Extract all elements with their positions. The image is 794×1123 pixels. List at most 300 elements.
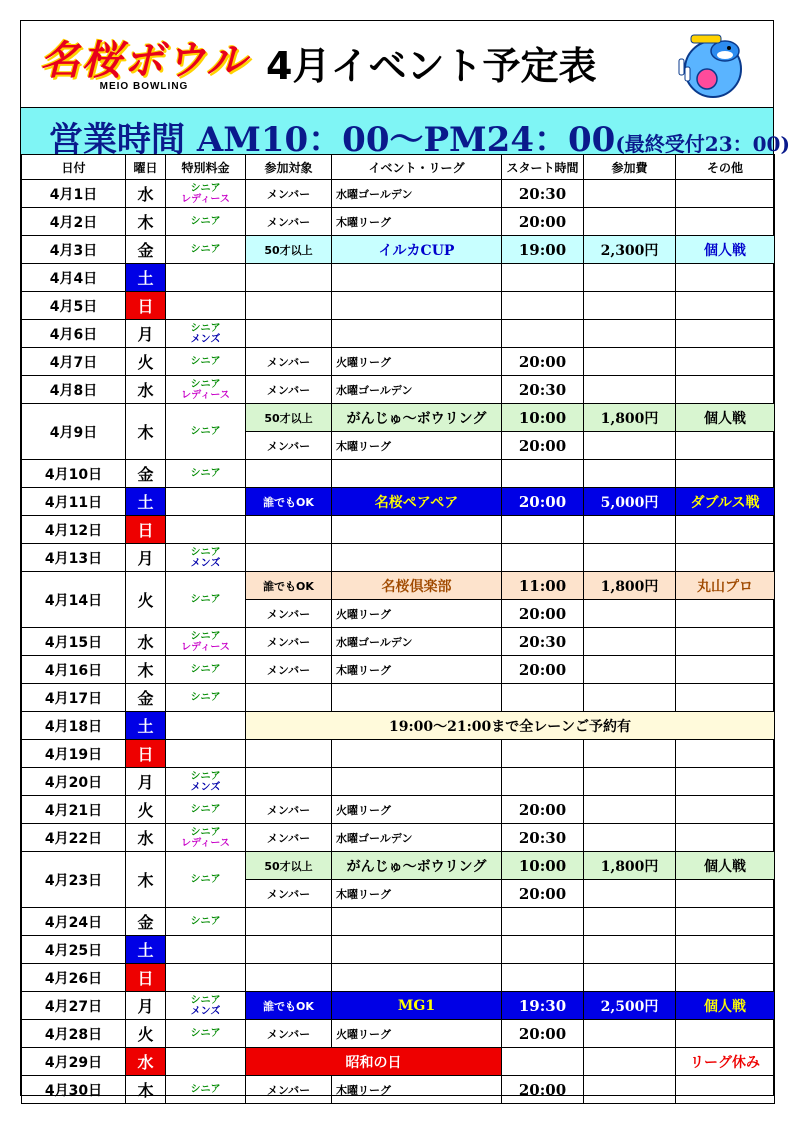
start-time-cell (502, 768, 584, 796)
other-cell (676, 964, 775, 992)
league-cell (332, 964, 502, 992)
other-cell (676, 1020, 775, 1048)
league-cell (332, 936, 502, 964)
special-fee-cell (166, 208, 246, 236)
special-fee-cell (166, 824, 246, 852)
league-cell: 水曜ゴールデン (332, 824, 502, 852)
fee-label: シニア (190, 244, 221, 255)
fee-label: シニア (190, 322, 221, 334)
target-cell (246, 964, 332, 992)
special-fee-cell (166, 236, 246, 264)
start-time-cell (502, 964, 584, 992)
header (21, 21, 773, 106)
special-fee-cell (166, 180, 246, 208)
target-cell (246, 740, 332, 768)
fee-label: シニア (190, 804, 221, 815)
other-cell (676, 796, 775, 824)
event-cell: がんじゅ～ボウリング (332, 852, 502, 880)
league-cell: 火曜リーグ (332, 600, 502, 628)
fee-label: シニア (190, 1084, 221, 1095)
other-cell (676, 180, 775, 208)
special-fee-cell (166, 656, 246, 684)
weekday-cell: 月 (126, 768, 166, 796)
other-cell (676, 684, 775, 712)
fee-label: シニア (190, 216, 221, 227)
weekday-cell: 金 (126, 684, 166, 712)
price-cell (584, 208, 676, 236)
price-cell (584, 544, 676, 572)
table-row (22, 712, 775, 740)
date-cell: 4月24日 (22, 908, 126, 936)
start-time-cell: 20:30 (502, 376, 584, 404)
date-cell: 4月1日 (22, 180, 126, 208)
weekday-cell: 日 (126, 516, 166, 544)
league-cell: 水曜ゴールデン (332, 628, 502, 656)
table-row (22, 656, 775, 684)
other-cell (676, 656, 775, 684)
date-cell: 4月10日 (22, 460, 126, 488)
column-header: スタート時間 (502, 155, 584, 180)
event-cell: MG1 (332, 992, 502, 1020)
date-cell: 4月25日 (22, 936, 126, 964)
start-time-cell (502, 740, 584, 768)
special-fee-cell (166, 908, 246, 936)
table-row (22, 992, 775, 1020)
start-time-cell: 20:00 (502, 488, 584, 516)
target-cell (246, 936, 332, 964)
price-cell: 1,800円 (584, 852, 676, 880)
league-cell: 火曜リーグ (332, 348, 502, 376)
fee-label: シニア (190, 426, 221, 437)
league-cell: 木曜リーグ (332, 432, 502, 460)
league-cell (332, 516, 502, 544)
table-row (22, 404, 775, 432)
fee-label: レディース (181, 837, 230, 849)
event-cell: イルカCUP (332, 236, 502, 264)
weekday-cell: 日 (126, 964, 166, 992)
league-cell: 火曜リーグ (332, 796, 502, 824)
target-cell (246, 768, 332, 796)
target-cell: 誰でもOK (246, 992, 332, 1020)
special-fee-cell (166, 1048, 246, 1076)
price-cell (584, 908, 676, 936)
table-row (22, 460, 775, 488)
weekday-cell: 水 (126, 824, 166, 852)
table-row (22, 292, 775, 320)
date-cell: 4月18日 (22, 712, 126, 740)
weekday-cell: 土 (126, 488, 166, 516)
special-fee-cell (166, 460, 246, 488)
special-fee-cell (166, 320, 246, 348)
special-fee-cell (166, 628, 246, 656)
weekday-cell: 水 (126, 1048, 166, 1076)
business-hours-banner (21, 107, 790, 160)
start-time-cell (502, 684, 584, 712)
other-cell: 個人戦 (676, 852, 775, 880)
fee-label: シニア (190, 692, 221, 703)
fee-label: シニア (190, 594, 221, 605)
weekday-cell: 水 (126, 628, 166, 656)
league-cell (332, 908, 502, 936)
fee-label: シニア (190, 916, 221, 927)
target-cell: メンバー (246, 208, 332, 236)
table-row (22, 208, 775, 236)
other-cell (676, 908, 775, 936)
other-cell (676, 516, 775, 544)
price-cell (584, 964, 676, 992)
league-cell: 木曜リーグ (332, 880, 502, 908)
league-cell: 水曜ゴールデン (332, 376, 502, 404)
price-cell (584, 824, 676, 852)
start-time-cell: 20:00 (502, 432, 584, 460)
start-time-cell (502, 936, 584, 964)
weekday-cell: 木 (126, 404, 166, 460)
other-cell: 丸山プロ (676, 572, 775, 600)
weekday-cell: 土 (126, 936, 166, 964)
start-time-cell: 19:00 (502, 236, 584, 264)
weekday-cell: 月 (126, 320, 166, 348)
target-cell (246, 908, 332, 936)
price-cell (584, 880, 676, 908)
special-fee-cell (166, 1076, 246, 1104)
dolphin-mascot-icon (667, 29, 759, 101)
fee-label: メンズ (190, 557, 221, 569)
weekday-cell: 水 (126, 376, 166, 404)
target-cell (246, 684, 332, 712)
page-title: 4月イベント予定表 (266, 44, 597, 88)
price-cell (584, 292, 676, 320)
fee-label: レディース (181, 389, 230, 401)
date-cell: 4月16日 (22, 656, 126, 684)
date-cell: 4月20日 (22, 768, 126, 796)
price-cell (584, 348, 676, 376)
price-cell (584, 376, 676, 404)
price-cell (584, 768, 676, 796)
table-row (22, 796, 775, 824)
target-cell: 誰でもOK (246, 572, 332, 600)
date-cell: 4月5日 (22, 292, 126, 320)
weekday-cell: 火 (126, 572, 166, 628)
price-cell (584, 628, 676, 656)
price-cell (584, 1020, 676, 1048)
fee-label: レディース (181, 193, 230, 205)
price-cell (584, 600, 676, 628)
target-cell: メンバー (246, 600, 332, 628)
weekday-cell: 日 (126, 740, 166, 768)
other-cell (676, 1076, 775, 1104)
start-time-cell: 10:00 (502, 852, 584, 880)
other-cell (676, 320, 775, 348)
target-cell: メンバー (246, 432, 332, 460)
fee-label: シニア (190, 874, 221, 885)
schedule-sheet (20, 20, 790, 1100)
special-fee-cell (166, 684, 246, 712)
weekday-cell: 金 (126, 236, 166, 264)
price-cell: 2,300円 (584, 236, 676, 264)
date-cell: 4月2日 (22, 208, 126, 236)
start-time-cell: 20:00 (502, 208, 584, 236)
target-cell: メンバー (246, 180, 332, 208)
column-header: 特別料金 (166, 155, 246, 180)
weekday-cell: 火 (126, 796, 166, 824)
start-time-cell (502, 516, 584, 544)
start-time-cell: 20:00 (502, 880, 584, 908)
weekday-cell: 水 (126, 180, 166, 208)
start-time-cell: 20:00 (502, 348, 584, 376)
league-cell: 木曜リーグ (332, 208, 502, 236)
price-cell (584, 796, 676, 824)
other-cell: 個人戦 (676, 236, 775, 264)
table-row (22, 572, 775, 600)
price-cell (584, 656, 676, 684)
other-cell (676, 208, 775, 236)
weekday-cell: 木 (126, 656, 166, 684)
table-row (22, 908, 775, 936)
start-time-cell: 20:00 (502, 796, 584, 824)
table-row (22, 236, 775, 264)
league-cell: 木曜リーグ (332, 656, 502, 684)
date-cell: 4月29日 (22, 1048, 126, 1076)
target-cell (246, 264, 332, 292)
event-cell: 名桜ペアペア (332, 488, 502, 516)
other-cell (676, 376, 775, 404)
table-row (22, 264, 775, 292)
price-cell: 5,000円 (584, 488, 676, 516)
column-header: 日付 (22, 155, 126, 180)
fee-label: メンズ (190, 333, 221, 345)
special-fee-cell (166, 544, 246, 572)
date-cell: 4月28日 (22, 1020, 126, 1048)
special-fee-cell (166, 348, 246, 376)
special-fee-cell (166, 768, 246, 796)
date-cell: 4月22日 (22, 824, 126, 852)
table-row (22, 852, 775, 880)
weekday-cell: 土 (126, 712, 166, 740)
fee-label: シニア (190, 378, 221, 390)
table-row (22, 628, 775, 656)
special-fee-cell (166, 740, 246, 768)
column-header: 曜日 (126, 155, 166, 180)
weekday-cell: 金 (126, 908, 166, 936)
target-cell: 誰でもOK (246, 488, 332, 516)
table-row (22, 1076, 775, 1104)
target-cell: メンバー (246, 376, 332, 404)
start-time-cell: 20:30 (502, 180, 584, 208)
other-cell (676, 432, 775, 460)
special-fee-cell (166, 264, 246, 292)
table-row (22, 488, 775, 516)
weekday-cell: 月 (126, 992, 166, 1020)
other-cell (676, 600, 775, 628)
fee-label: メンズ (190, 781, 221, 793)
target-cell: メンバー (246, 628, 332, 656)
target-cell: メンバー (246, 796, 332, 824)
date-cell: 4月26日 (22, 964, 126, 992)
special-fee-cell (166, 936, 246, 964)
logo-subtitle: MEIO BOWLING (99, 81, 189, 92)
fee-label: シニア (190, 182, 221, 194)
other-cell: 個人戦 (676, 992, 775, 1020)
special-fee-cell (166, 852, 246, 908)
fee-label: シニア (190, 770, 221, 782)
event-cell: がんじゅ～ボウリング (332, 404, 502, 432)
price-cell (584, 320, 676, 348)
date-cell: 4月23日 (22, 852, 126, 908)
league-cell: 火曜リーグ (332, 1020, 502, 1048)
date-cell: 4月6日 (22, 320, 126, 348)
other-cell (676, 880, 775, 908)
target-cell: 50才以上 (246, 852, 332, 880)
table-row (22, 740, 775, 768)
logo-text: 名桜ボウル (39, 38, 249, 84)
weekday-cell: 木 (126, 208, 166, 236)
special-fee-cell (166, 1020, 246, 1048)
target-cell (246, 292, 332, 320)
special-fee-cell (166, 796, 246, 824)
weekday-cell: 木 (126, 1076, 166, 1104)
special-fee-cell (166, 292, 246, 320)
price-cell: 1,800円 (584, 404, 676, 432)
start-time-cell: 20:00 (502, 1076, 584, 1104)
target-cell: メンバー (246, 880, 332, 908)
target-cell (246, 460, 332, 488)
start-time-cell: 11:00 (502, 572, 584, 600)
start-time-cell (502, 460, 584, 488)
date-cell: 4月9日 (22, 404, 126, 460)
date-cell: 4月11日 (22, 488, 126, 516)
fee-label: シニア (190, 664, 221, 675)
special-fee-cell (166, 572, 246, 628)
fee-label: シニア (190, 826, 221, 838)
start-time-cell: 20:00 (502, 1020, 584, 1048)
date-cell: 4月15日 (22, 628, 126, 656)
business-hours: 営業時間 AM10：00～PM24：00 (49, 120, 616, 160)
league-cell (332, 768, 502, 796)
price-cell (584, 180, 676, 208)
target-cell: メンバー (246, 348, 332, 376)
price-cell (584, 740, 676, 768)
date-cell: 4月13日 (22, 544, 126, 572)
start-time-cell: 20:00 (502, 600, 584, 628)
holiday-cell: 昭和の日 (246, 1048, 502, 1076)
other-cell (676, 824, 775, 852)
start-time-cell: 20:30 (502, 824, 584, 852)
start-time-cell (502, 264, 584, 292)
weekday-cell: 日 (126, 292, 166, 320)
other-cell: リーグ休み (676, 1048, 775, 1076)
date-cell: 4月17日 (22, 684, 126, 712)
date-cell: 4月19日 (22, 740, 126, 768)
date-cell: 4月27日 (22, 992, 126, 1020)
special-fee-cell (166, 488, 246, 516)
weekday-cell: 火 (126, 348, 166, 376)
target-cell: メンバー (246, 656, 332, 684)
special-fee-cell (166, 516, 246, 544)
price-cell (584, 432, 676, 460)
weekday-cell: 火 (126, 1020, 166, 1048)
table-row (22, 516, 775, 544)
league-cell (332, 684, 502, 712)
start-time-cell (502, 320, 584, 348)
date-cell: 4月7日 (22, 348, 126, 376)
date-cell: 4月30日 (22, 1076, 126, 1104)
target-cell: 50才以上 (246, 404, 332, 432)
start-time-cell: 10:00 (502, 404, 584, 432)
schedule-body (22, 180, 775, 1104)
league-cell (332, 460, 502, 488)
special-fee-cell (166, 376, 246, 404)
table-row (22, 320, 775, 348)
reservation-notice-cell: 19:00～21:00まで全レーンご予約有 (246, 712, 775, 740)
start-time-cell: 19:30 (502, 992, 584, 1020)
price-cell (584, 264, 676, 292)
other-cell: 個人戦 (676, 404, 775, 432)
weekday-cell: 月 (126, 544, 166, 572)
start-time-cell (502, 1048, 584, 1076)
schedule-table (21, 154, 775, 1104)
price-cell (584, 460, 676, 488)
header-row (22, 155, 775, 180)
date-cell: 4月3日 (22, 236, 126, 264)
price-cell (584, 516, 676, 544)
column-header: 参加対象 (246, 155, 332, 180)
table-row (22, 348, 775, 376)
fee-label: レディース (181, 641, 230, 653)
target-cell: メンバー (246, 1020, 332, 1048)
special-fee-cell (166, 964, 246, 992)
event-cell: 名桜倶楽部 (332, 572, 502, 600)
table-row (22, 1048, 775, 1076)
date-cell: 4月12日 (22, 516, 126, 544)
other-cell (676, 628, 775, 656)
start-time-cell (502, 292, 584, 320)
target-cell: メンバー (246, 824, 332, 852)
weekday-cell: 土 (126, 264, 166, 292)
last-entry-time: (最終受付23：00) (615, 132, 790, 156)
target-cell (246, 544, 332, 572)
other-cell (676, 936, 775, 964)
price-cell (584, 1076, 676, 1104)
special-fee-cell (166, 992, 246, 1020)
target-cell: メンバー (246, 1076, 332, 1104)
table-row (22, 180, 775, 208)
fee-label: シニア (190, 546, 221, 558)
table-row (22, 544, 775, 572)
date-cell: 4月4日 (22, 264, 126, 292)
other-cell: ダブルス戦 (676, 488, 775, 516)
start-time-cell (502, 544, 584, 572)
fee-label: メンズ (190, 1005, 221, 1017)
table-row (22, 936, 775, 964)
fee-label: シニア (190, 1028, 221, 1039)
price-cell: 2,500円 (584, 992, 676, 1020)
price-cell (584, 1048, 676, 1076)
date-cell: 4月8日 (22, 376, 126, 404)
weekday-cell: 木 (126, 852, 166, 908)
column-header: その他 (676, 155, 775, 180)
special-fee-cell (166, 404, 246, 460)
target-cell (246, 320, 332, 348)
table-row (22, 1020, 775, 1048)
special-fee-cell (166, 712, 246, 740)
league-cell (332, 292, 502, 320)
other-cell (676, 460, 775, 488)
table-row (22, 824, 775, 852)
price-cell (584, 936, 676, 964)
table-row (22, 768, 775, 796)
table-row (22, 964, 775, 992)
logo (29, 29, 259, 101)
